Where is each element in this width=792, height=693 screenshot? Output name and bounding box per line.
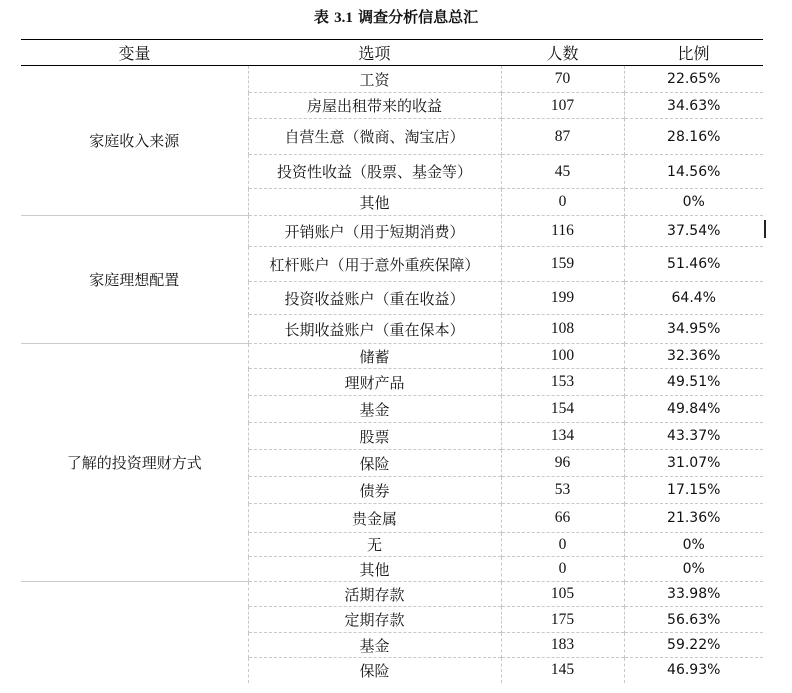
count-cell: 159 [501, 247, 624, 282]
count-cell: 0 [501, 189, 624, 216]
option-cell: 其他 [248, 557, 501, 582]
option-cell: 工资 [248, 66, 501, 93]
ratio-cell: 46.93% [624, 658, 763, 683]
option-cell: 贵金属 [248, 504, 501, 533]
ratio-cell: 0% [624, 533, 763, 557]
ratio-cell: 43.37% [624, 423, 763, 450]
option-cell: 储蓄 [248, 344, 501, 369]
ratio-cell: 32.36% [624, 344, 763, 369]
count-cell: 0 [501, 533, 624, 557]
survey-summary-table [21, 39, 763, 683]
ratio-cell: 59.22% [624, 633, 763, 658]
header-variable: 变量 [21, 40, 248, 66]
caption-label: 表 [313, 8, 329, 26]
count-cell: 154 [501, 396, 624, 423]
count-cell: 70 [501, 66, 624, 93]
table-row [21, 344, 763, 369]
count-cell: 153 [501, 369, 624, 396]
option-cell: 其他 [248, 189, 501, 216]
option-cell: 房屋出租带来的收益 [248, 93, 501, 119]
option-cell: 杠杆账户（用于意外重疾保障） [248, 247, 501, 282]
count-cell: 45 [501, 155, 624, 189]
option-cell: 无 [248, 533, 501, 557]
table-body [21, 66, 763, 683]
header-option: 选项 [248, 40, 501, 66]
option-cell: 投资性收益（股票、基金等） [248, 155, 501, 189]
ratio-cell: 14.56% [624, 155, 763, 189]
ratio-cell: 51.46% [624, 247, 763, 282]
ratio-cell: 28.16% [624, 119, 763, 155]
variable-cell: 了解的投资理财方式 [21, 344, 248, 582]
option-cell: 股票 [248, 423, 501, 450]
option-cell: 理财产品 [248, 369, 501, 396]
ratio-cell: 31.07% [624, 450, 763, 477]
header-row [21, 40, 763, 66]
option-cell: 定期存款 [248, 607, 501, 633]
count-cell: 183 [501, 633, 624, 658]
table-row [21, 582, 763, 607]
ratio-cell: 64.4% [624, 282, 763, 315]
ratio-cell: 0% [624, 189, 763, 216]
option-cell: 保险 [248, 658, 501, 683]
option-cell: 投资收益账户（重在收益） [248, 282, 501, 315]
count-cell: 87 [501, 119, 624, 155]
count-cell: 108 [501, 315, 624, 344]
option-cell: 债券 [248, 477, 501, 504]
caption-number: 3.1 [334, 10, 353, 26]
count-cell: 105 [501, 582, 624, 607]
variable-cell: 家庭收入来源 [21, 66, 248, 216]
ratio-cell: 49.51% [624, 369, 763, 396]
text-cursor [764, 220, 766, 238]
count-cell: 100 [501, 344, 624, 369]
count-cell: 53 [501, 477, 624, 504]
header-count: 人数 [501, 40, 624, 66]
option-cell: 保险 [248, 450, 501, 477]
variable-cell [21, 582, 248, 683]
ratio-cell: 49.84% [624, 396, 763, 423]
count-cell: 199 [501, 282, 624, 315]
ratio-cell: 37.54% [624, 216, 763, 247]
count-cell: 134 [501, 423, 624, 450]
ratio-cell: 17.15% [624, 477, 763, 504]
count-cell: 66 [501, 504, 624, 533]
table-row [21, 66, 763, 93]
table-row [21, 216, 763, 247]
option-cell: 长期收益账户（重在保本） [248, 315, 501, 344]
ratio-cell: 34.95% [624, 315, 763, 344]
ratio-cell: 22.65% [624, 66, 763, 93]
count-cell: 175 [501, 607, 624, 633]
ratio-cell: 56.63% [624, 607, 763, 633]
option-cell: 开销账户（用于短期消费） [248, 216, 501, 247]
count-cell: 107 [501, 93, 624, 119]
option-cell: 自营生意（微商、淘宝店） [248, 119, 501, 155]
ratio-cell: 34.63% [624, 93, 763, 119]
ratio-cell: 21.36% [624, 504, 763, 533]
variable-cell: 家庭理想配置 [21, 216, 248, 344]
option-cell: 基金 [248, 396, 501, 423]
count-cell: 145 [501, 658, 624, 683]
count-cell: 96 [501, 450, 624, 477]
caption-title: 调查分析信息总汇 [358, 8, 479, 26]
ratio-cell: 33.98% [624, 582, 763, 607]
option-cell: 活期存款 [248, 582, 501, 607]
ratio-cell: 0% [624, 557, 763, 582]
option-cell: 基金 [248, 633, 501, 658]
table-caption [0, 6, 792, 27]
header-ratio: 比例 [624, 40, 763, 66]
count-cell: 116 [501, 216, 624, 247]
count-cell: 0 [501, 557, 624, 582]
